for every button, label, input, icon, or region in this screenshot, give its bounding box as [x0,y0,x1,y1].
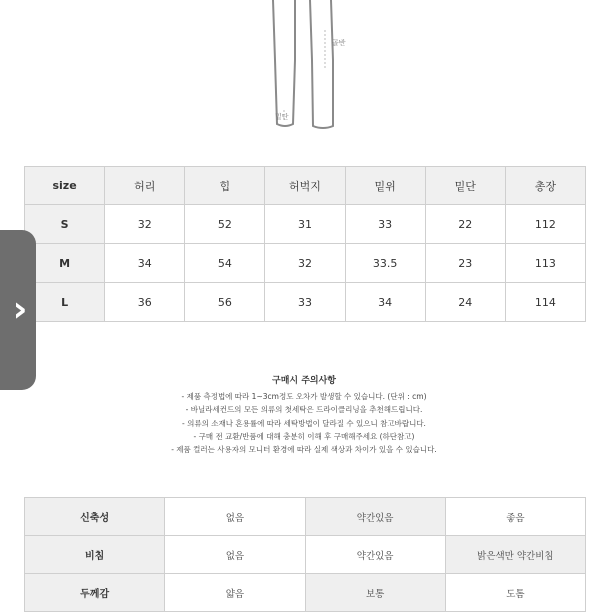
table-cell: 23 [425,244,505,283]
header-rise: 밑위 [345,167,425,205]
chevron-right-icon: › [12,289,28,330]
table-cell: 56 [185,283,265,322]
hem-label: 밑단 [275,113,289,121]
table-cell: 33 [345,205,425,244]
attribute-label: 비침 [25,536,165,574]
size-table [24,166,586,322]
size-label: M [25,244,105,283]
attribute-row-thickness [25,574,586,612]
notice-line: - 의류의 소재나 혼용률에 따라 세탁방법이 달라질 수 있으니 참고바랍니다. [182,418,426,428]
table-cell: 34 [105,244,185,283]
table-cell: 112 [505,205,585,244]
table-cell: 114 [505,283,585,322]
size-label: S [25,205,105,244]
table-cell: 33 [265,283,345,322]
header-length: 총장 [505,167,585,205]
attribute-option: 없음 [165,498,305,536]
pants-diagram-icon [255,0,365,140]
attribute-option-selected: 밝은색만 약간비침 [445,536,585,574]
table-cell: 32 [265,244,345,283]
table-cell: 24 [425,283,505,322]
attribute-option: 없음 [165,536,305,574]
hip-label: 골반 [332,39,346,47]
attribute-option: 약간있음 [305,536,445,574]
header-waist: 허리 [105,167,185,205]
size-table-header [25,167,586,205]
attribute-label: 신축성 [25,498,165,536]
header-hem: 밑단 [425,167,505,205]
attribute-option-selected: 약간있음 [305,498,445,536]
table-cell: 34 [345,283,425,322]
table-cell: 22 [425,205,505,244]
notice-list [0,390,608,456]
notice-title: 구매시 주의사항 [272,376,336,386]
table-cell: 33.5 [345,244,425,283]
table-cell: 32 [105,205,185,244]
table-cell: 36 [105,283,185,322]
size-label: L [25,283,105,322]
next-image-button[interactable] [0,230,36,390]
table-row [25,283,586,322]
attribute-option: 얇음 [165,574,305,612]
table-cell: 52 [185,205,265,244]
attribute-row-stretch [25,498,586,536]
header-thigh: 허벅지 [265,167,345,205]
table-cell: 31 [265,205,345,244]
header-hip: 힙 [185,167,265,205]
fabric-attribute-table [24,497,586,612]
attribute-row-sheerness [25,536,586,574]
attribute-option: 좋음 [445,498,585,536]
table-row [25,205,586,244]
attribute-label: 두께감 [25,574,165,612]
notice-line: - 제품 측정법에 따라 1~3cm정도 오차가 발생할 수 있습니다. (단위 : cm) [181,392,427,401]
notice-line: - 바닐라세컨드의 모든 의류의 첫세탁은 드라이클리닝을 추천해드립니다. [185,405,423,415]
table-cell: 113 [505,244,585,283]
notice-line: - 구매 전 교환/반품에 대해 충분히 이해 후 구매해주세요 (하단참고) [193,431,415,441]
attribute-option-selected: 보통 [305,574,445,612]
attribute-option: 도톰 [445,574,585,612]
notice-line: - 제품 컬러는 사용자의 모니터 환경에 따라 실제 색상과 차이가 있을 수 있습니다. [171,445,437,455]
header-size: size [25,167,105,205]
pants-illustration [255,0,365,140]
table-row [25,244,586,283]
table-cell: 54 [185,244,265,283]
